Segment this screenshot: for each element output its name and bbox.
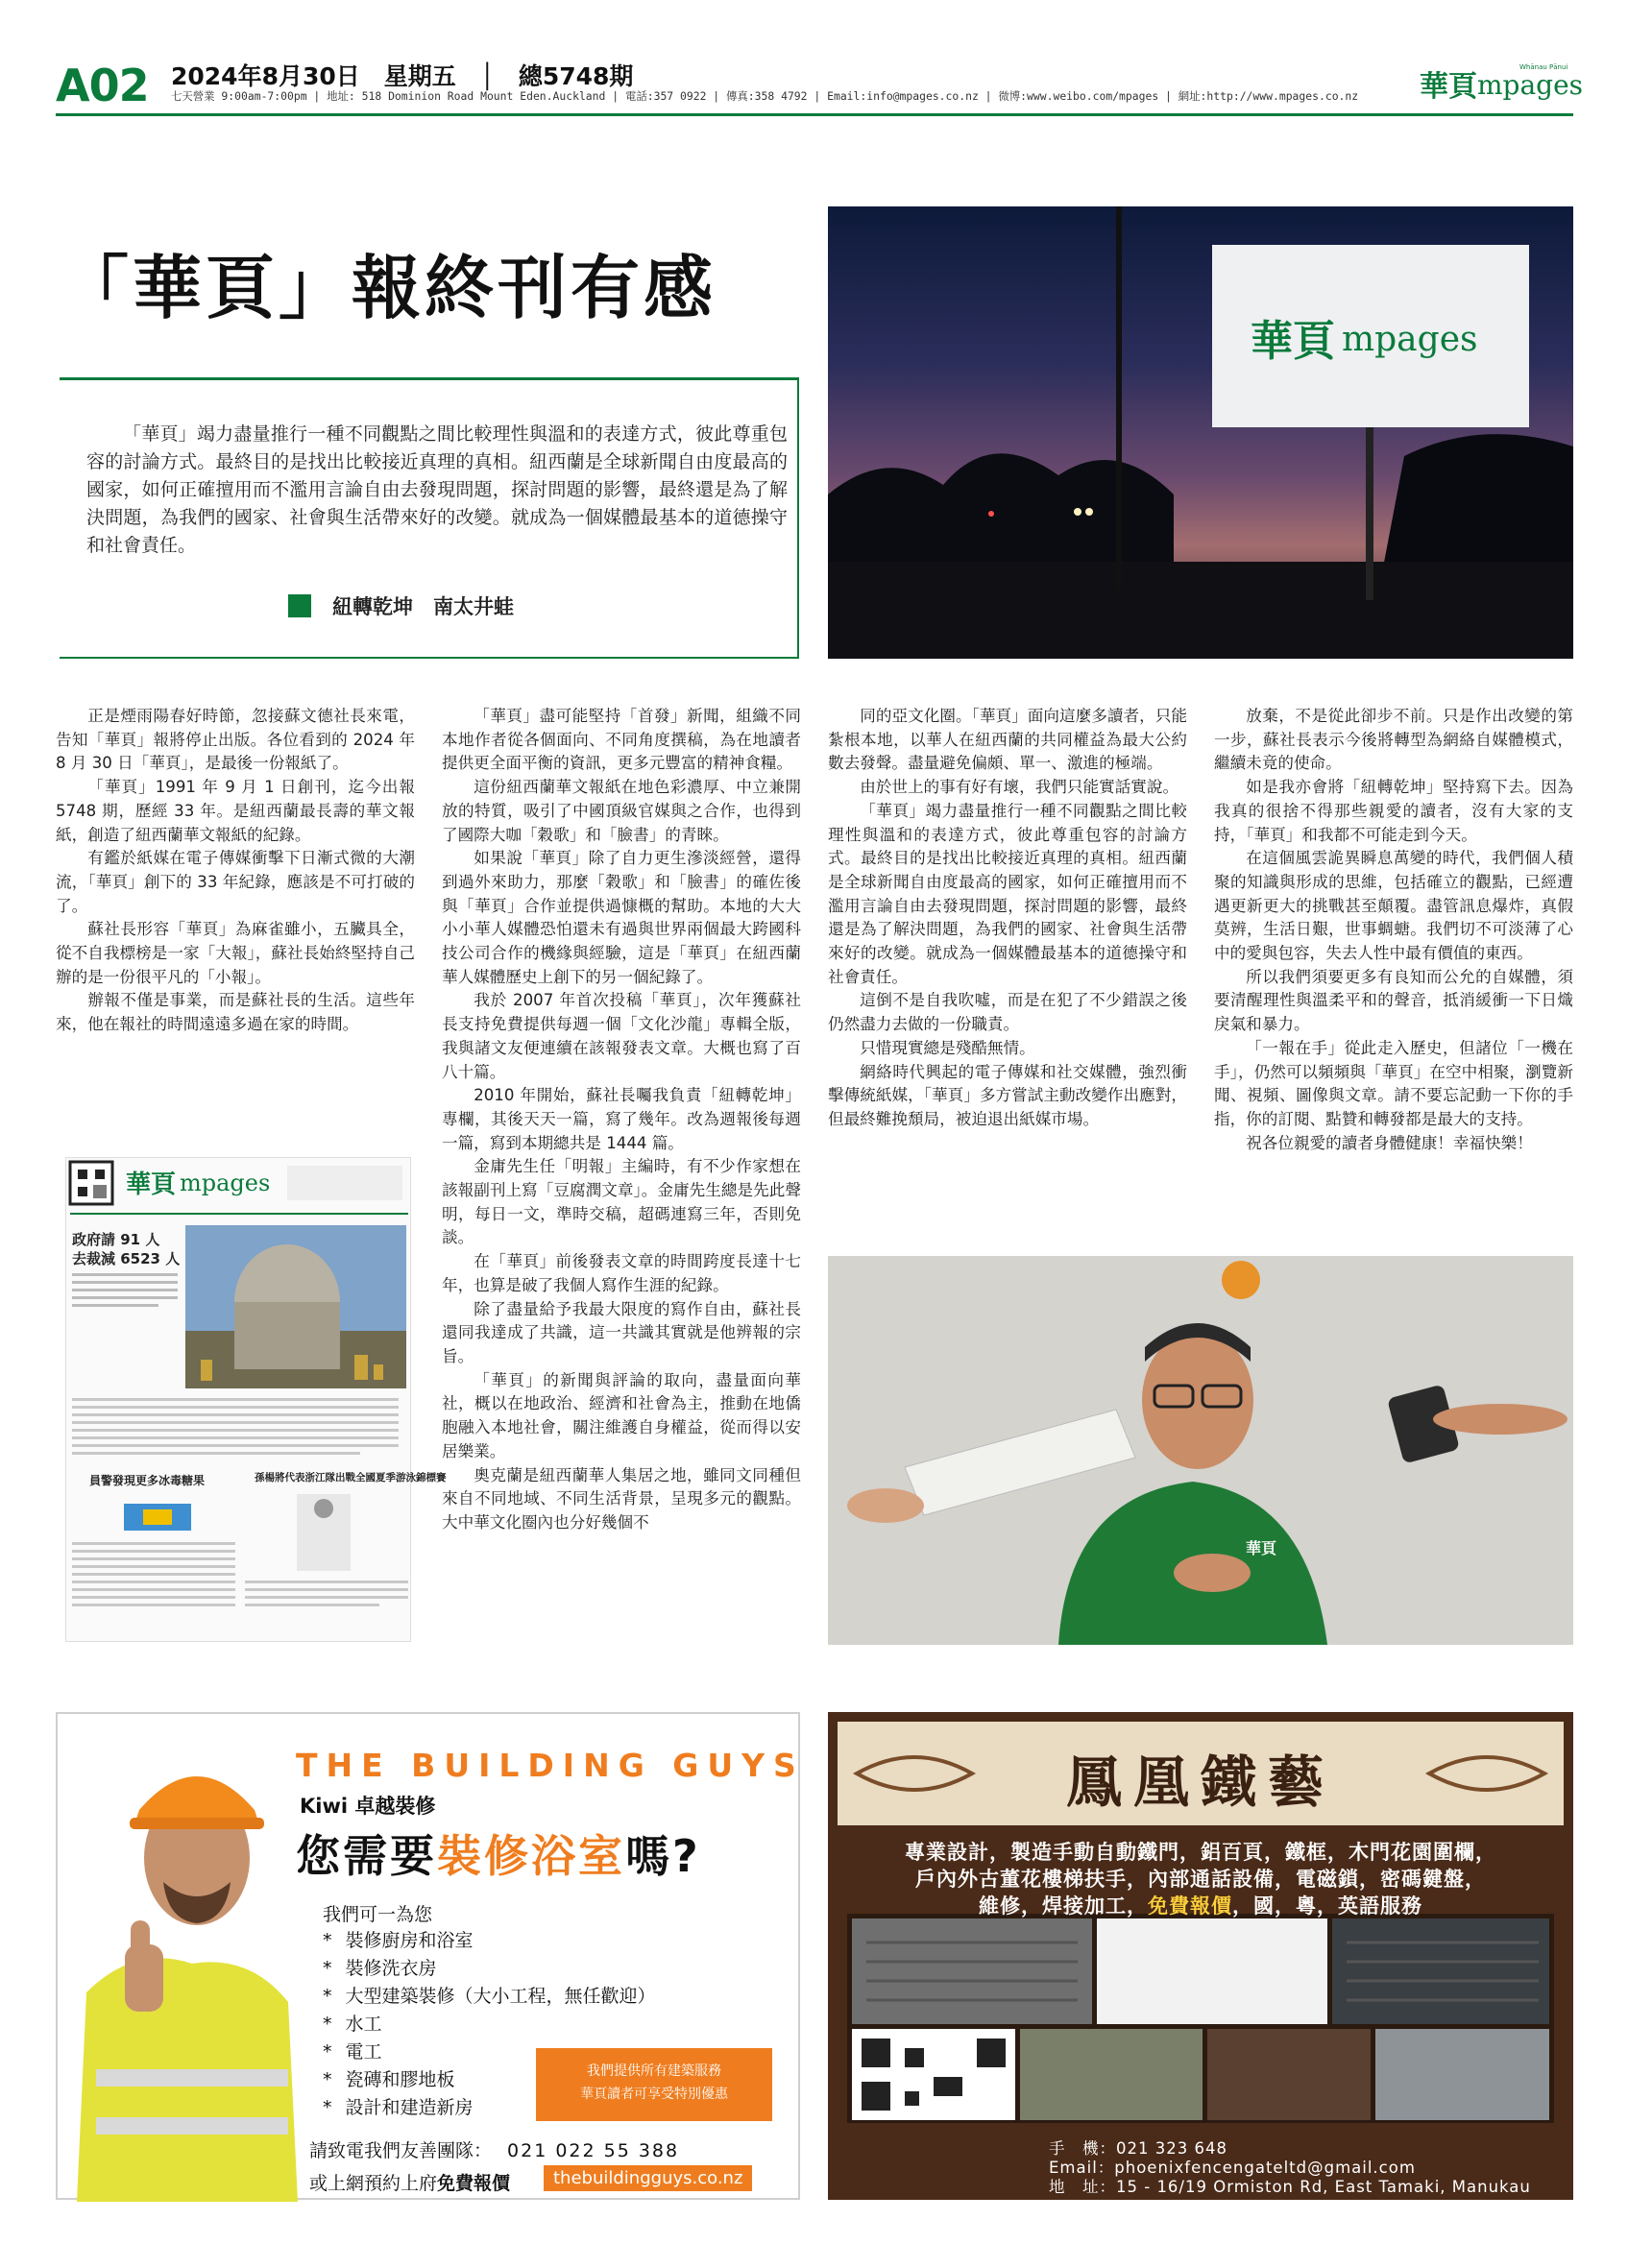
logo-small: Whānau Pānui	[1519, 63, 1568, 71]
article-lead: 「華頁」竭力盡量推行一種不同觀點之間比較理性與溫和的表達方式，彼此尊重包容的討論方式。最終目的是找出比較接近真理的真相。紐西蘭是全球新聞自由度最高的國家，如何正確擅用而不濫用言論自由去發現問題，探討問題的影響，最終還是為了解決問題，為我們的國家、社會與生活帶來好的改變。就成為一個媒體最基本的道德操守和社會責任。	[86, 423, 788, 556]
ad-email[interactable]: Email：phoenixfencengateltd@gmail.com	[1049, 2159, 1416, 2177]
service-item: * 裝修廚房和浴室	[323, 1927, 656, 1955]
article-paragraph: 金庸先生任「明報」主編時，有不少作家想在該報副刊上寫「豆腐潤文章」。金庸先生總是先此聲明，每日一文，準時交稿，超碼連寫三年，否則免談。	[442, 1157, 801, 1247]
article-paragraph: 在這個風雲詭異瞬息萬變的時代，我們個人積聚的知識與形成的思維，包括確立的觀點，已經遭遇更新更大的挑戰甚至顛覆。盡管訊息爆炸，真假莫辨，生活日艱，世事蜩螗。我們切不可淡薄了心中的愛與包容，失去人性中最有價值的東西。	[1214, 849, 1573, 963]
offer-line-1: 我們提供所有建築服務	[587, 2063, 721, 2079]
builder-illustration	[58, 1714, 298, 2202]
ad-brand: THE BUILDING GUYS	[296, 1747, 805, 1784]
masthead	[56, 56, 1584, 111]
article-paragraph: 如是我亦會將「紐轉乾坤」堅持寫下去。因為我真的很捨不得那些親愛的讀者，沒有大家的支持，「華頁」和我都不可能走到今天。	[1214, 778, 1573, 844]
masthead-rule	[56, 113, 1573, 116]
article-paragraph: 這倒不是自我吹噓，而是在犯了不少錯誤之後仍然盡力去做的一份職責。	[828, 991, 1187, 1034]
date-line: 2024年8月30日 星期五 │ 總5748期	[171, 62, 634, 90]
thumbnail-story-3: 孫楊將代表浙江隊出戰全國夏季游泳錦標賽	[255, 1472, 447, 1484]
article-headline: 「華頁」報終刊有感	[60, 247, 717, 328]
article-paragraph: 只惜現實總是殘酷無情。	[860, 1038, 1035, 1057]
service-item: * 電工	[323, 2039, 656, 2066]
editor-photo-svg	[828, 1256, 1573, 1645]
article-paragraph: 「華頁」1991 年 9 月 1 日創刊，迄今出報 5748 期，歷經 33 年。是紐西蘭最長壽的華文報紙，創造了紐西蘭華文報紙的紀錄。	[56, 778, 415, 844]
article-paragraph: 我於 2007 年首次投稿「華頁」，次年獲蘇社長支持免費提供每週一個「文化沙龍」專輯全版，我與諸文友便連續在該報發表文章。大概也寫了百八十篇。	[442, 991, 801, 1081]
billboard-photo-svg	[828, 206, 1573, 659]
article-paragraph: 「華頁」竭力盡量推行一種不同觀點之間比較理性與溫和的表達方式，彼此尊重包容的討論方式。最終目的是找出比較接近真理的真相。紐西蘭是全球新聞自由度最高的國家，如何正確擅用而不濫用言論自由去發現問題，探討問題的影響，最終還是為了解決問題，為我們的國家、社會與生活帶來好的改變。就成為一個媒體最基本的道德操守和社會責任。	[828, 801, 1187, 986]
byline	[288, 591, 514, 620]
ad-line-3: 維修，焊接加工，免費報價，國，粵，英語服務	[979, 1894, 1422, 1918]
page-number: A02	[56, 60, 149, 111]
article-paragraph: 「華頁」盡可能堅持「首發」新聞，組織不同本地作者從各個面向、不同角度撰稿，為在地讀者提供更全面平衡的資訊，更多元豐富的精神食糧。	[442, 707, 801, 773]
article-paragraph: 奧克蘭是紐西蘭華人集居之地，雖同文同種但來自不同地域、不同生活背景，呈現多元的觀點。大中華文化圈內也分好幾個不	[442, 1465, 801, 1532]
article-paragraph: 這份紐西蘭華文報紙在地色彩濃厚、中立兼開放的特質，吸引了中國頂級官媒與之合作，也得到了國際大咖「穀歌」和「臉書」的青睞。	[442, 778, 801, 844]
logo-cn: 華頁	[1420, 70, 1477, 104]
thumbnail-headline-1: 政府請 91 人	[72, 1231, 160, 1248]
service-item: * 裝修洗衣房	[323, 1955, 656, 1983]
article-column-2	[442, 705, 801, 1535]
article-paragraph: 「一報在手」從此走入歷史，但諸位「一機在手」，仍然可以頻頻與「華頁」在空中相聚，瀏覽新聞、視頻、圖像與文章。請不要忘記動一下你的手指，你的訂閱、點贊和轉發都是最大的支持。	[1214, 1038, 1573, 1128]
svg-text:華頁: 華頁	[1251, 317, 1335, 366]
ad-we-can: 我們可一為您	[323, 1904, 433, 1925]
ad-line-2: 戶內外古董花樓梯扶手，內部通話設備，電磁鎖，密碼鍵盤，	[915, 1868, 1486, 1891]
front-page-thumbnail	[65, 1157, 447, 1642]
article-paragraph: 同的亞文化圈。「華頁」面向這麼多讀者，只能紮根本地，以華人在紐西蘭的共同權益為最大公約數去發聲。盡量避免偏頗、單一、激進的極端。	[828, 707, 1187, 773]
byline-text: 紐轉乾坤 南太井蛙	[332, 595, 514, 618]
service-item: * 設計和建造新房	[323, 2094, 656, 2122]
ad-question: 您需要裝修浴室嗎?	[296, 1830, 701, 1882]
logo-en: mpages	[1477, 69, 1584, 101]
article-paragraph: 放棄，不是從此卻步不前。只是作出改變的第一步，蘇社長表示今後將轉型為網絡自媒體模式，繼續未竟的使命。	[1214, 707, 1573, 773]
article-column-1	[56, 705, 415, 1037]
article-paragraph: 祝各位親愛的讀者身體健康！幸福快樂！	[1246, 1133, 1533, 1152]
article-paragraph: 「華頁」的新聞與評論的取向，盡量面向華社，概以在地政治、經濟和社會為主，推動在地僑胞融入本地社會，關注維護自身權益，從而得以安居樂業。	[442, 1370, 801, 1460]
ad-line-1: 專業設計，製造手動自動鐵門，鋁百頁，鐵框，木門花園圍欄，	[905, 1841, 1496, 1864]
service-item: * 瓷磚和膠地板	[323, 2066, 656, 2094]
article-paragraph: 如果說「華頁」除了自力更生滲淡經營，還得到過外來助力，那麼「穀歌」和「臉書」的確佐後與「華頁」合作並提供過慷概的幫助。本地的大大小小華人媒體恐怕還未有過與世界兩個最大跨國科技公司合作的機緣與經驗，這是「華頁」在紐西蘭華人媒體歷史上創下的另一個紀錄了。	[442, 849, 801, 986]
ad-phone: 021 022 55 388	[507, 2140, 680, 2161]
ad-mobile: 手 機：021 323 648	[1049, 2139, 1227, 2158]
article-paragraph: 2010 年開始，蘇社長囑我負責「紐轉乾坤」專欄，其後天天一篇，寫了幾年。改為週報後每週一篇，寫到本期總共是 1444 篇。	[442, 1086, 801, 1152]
ad-call-line: 請致電我們友善團隊： 021 022 55 388	[309, 2140, 680, 2161]
ad-offer-box	[536, 2048, 772, 2121]
ad-address: 地 址：15 - 16/19 Ormiston Rd, East Tamaki, Manukau	[1049, 2178, 1531, 2196]
building-guys-ad	[56, 1712, 805, 2200]
svg-text:mpages: mpages	[1342, 320, 1478, 359]
article-column-4	[1214, 705, 1573, 1155]
article-paragraph: 所以我們須要更多有良知而公允的自媒體，須要清醒理性與溫柔平和的聲音，抵消緩衝一下日熾戾氣和暴力。	[1214, 967, 1573, 1034]
thumbnail-story-2: 員警發現更多冰毒糖果	[89, 1474, 206, 1487]
article-paragraph: 除了盡量給予我最大限度的寫作自由，蘇社長還同我達成了共識，這一共識其實就是他辨報的宗旨。	[442, 1299, 801, 1365]
thumbnail-svg	[66, 1158, 447, 1643]
article-paragraph: 辦報不僅是事業，而是蘇社長的生活。這些年來，他在報社的時間遠遠多過在家的時間。	[56, 991, 415, 1034]
ad-contact-block	[1049, 2139, 1531, 2197]
svg-text:mpages: mpages	[180, 1170, 271, 1196]
svg-text:華頁: 華頁	[126, 1170, 177, 1199]
article-paragraph: 網絡時代興起的電子傳媒和社交媒體，強烈衝擊傳統紙媒，「華頁」多方嘗試主動改變作出應對，但最終難挽頹局，被迫退出紙媒市場。	[828, 1062, 1187, 1128]
article-paragraph: 有鑑於紙媒在電子傳媒衝擊下日漸式微的大潮流，「華頁」創下的 33 年紀錄，應該是不可打破的了。	[56, 849, 415, 915]
byline-square-icon	[288, 594, 311, 617]
thumbnail-headline-2: 去裁減 6523 人	[72, 1250, 181, 1267]
mpages-logo	[1420, 60, 1584, 108]
ad-subtitle: Kiwi 卓越裝修	[300, 1795, 436, 1818]
ad-book-line: 或上網預約上府免費報價	[309, 2173, 511, 2194]
service-item: * 水工	[323, 2011, 656, 2039]
svg-text:華頁: 華頁	[1246, 1539, 1277, 1557]
service-item: * 大型建築裝修（大小工程，無任歡迎）	[323, 1983, 656, 2011]
article-paragraph: 在「華頁」前後發表文章的時間跨度長達十七年，也算是破了我個人寫作生涯的紀錄。	[442, 1252, 801, 1294]
editor-photo	[828, 1256, 1573, 1645]
article-paragraph: 由於世上的事有好有壞，我們只能實話實說。	[860, 778, 1179, 797]
ad-title: 鳳凰鐵藝	[1065, 1749, 1335, 1815]
article-column-3	[828, 705, 1187, 1132]
article-paragraph: 蘇社長形容「華頁」為麻雀雖小，五臟具全，從不自我標榜是一家「大報」，蘇社長始終堅持自己辦的是一份很平凡的「小報」。	[56, 920, 415, 986]
billboard-photo	[828, 206, 1573, 659]
offer-line-2: 華頁讀者可享受特別優惠	[580, 2087, 728, 2102]
contact-info-line: 七天營業 9:00am-7:00pm | 地址: 518 Dominion Road Mount Eden.Auckland | 電話:357 0922 | 傳真:358 4792 | Email:info@mpages.co.nz | 微博:www.weibo.com/mpages | 網址:http://www.mpages.co.nz	[171, 89, 1359, 103]
ad-website-link[interactable]: thebuildingguys.co.nz	[544, 2165, 752, 2191]
article-paragraph: 正是煙雨陽春好時節，忽接蘇文德社長來電，告知「華頁」報將停止出版。各位看到的 2024 年 8 月 30 日「華頁」，是最後一份報紙了。	[56, 707, 415, 773]
phoenix-iron-ad	[828, 1712, 1573, 2200]
